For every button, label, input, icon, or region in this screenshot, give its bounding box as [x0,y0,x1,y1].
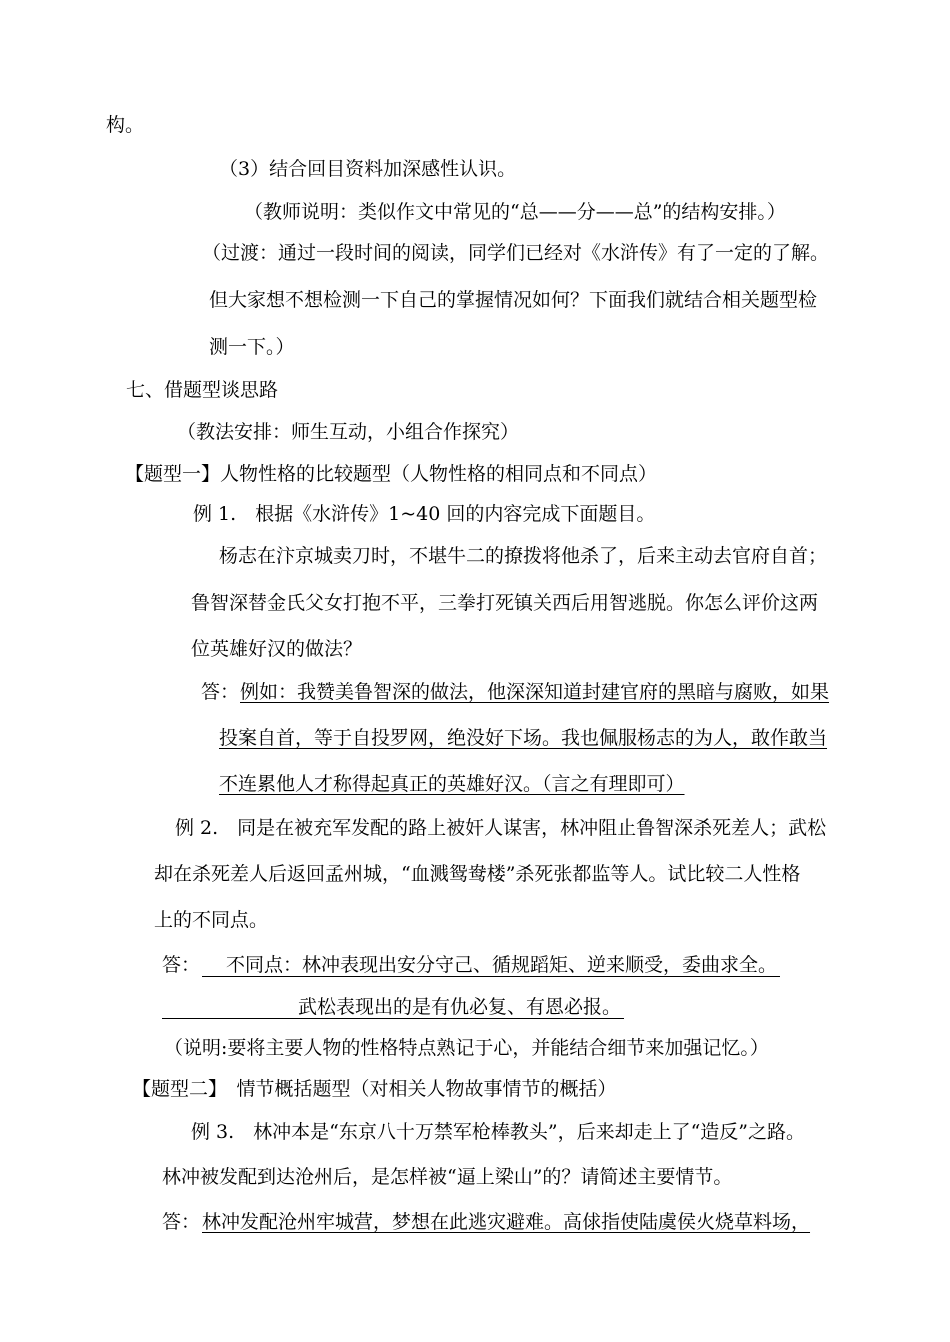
answer-text: 林冲发配沧州牢城营，梦想在此逃灾避难。高俅指使陆虞侯火烧草料场， [202,1211,811,1233]
answer-label: 答： [201,681,240,703]
answer-text: 不连累他人才称得起真正的英雄好汉。（言之有理即可） [219,773,685,795]
text-line: （3）结合回目资料加深感性认识。 [219,158,517,180]
section-heading: 七、借题型谈思路 [126,379,279,401]
answer-label: 答： [162,954,201,976]
example-text: 杨志在汴京城卖刀时，不堪牛二的撩拨将他杀了，后来主动去官府自首； [219,545,828,567]
answer-text: 武松表现出的是有仇必复、有恩必报。 [298,996,622,1018]
text-line: 构。 [106,114,145,136]
example-question: 例 2. 同是在被充军发配的路上被奸人谋害，林冲阻止鲁智深杀死差人；武松 [175,817,827,839]
method-note: （教法安排：师生互动，小组合作探究） [177,421,520,443]
example-question: 例 1. 根据《水浒传》1~40 回的内容完成下面题目。 [193,503,656,525]
explanation-note: （说明:要将主要人物的性格特点熟记于心，并能结合细节来加强记忆。） [164,1037,769,1059]
example-text: 鲁智深替金氏父女打抱不平，三拳打死镇关西后用智逃脱。你怎么评价这两 [191,592,819,614]
transition-note: 但大家想不想检测一下自己的掌握情况如何？下面我们就结合相关题型检 [209,289,818,311]
answer-text: 例如：我赞美鲁智深的做法，他深深知道封建官府的黑暗与腐败，如果 [240,681,830,703]
question-type-heading: 【题型一】人物性格的比较题型（人物性格的相同点和不同点） [125,463,658,485]
example-text: 却在杀死差人后返回孟州城，“血溅鸳鸯楼”杀死张都监等人。试比较二人性格 [154,863,801,885]
example-question: 例 3. 林冲本是“东京八十万禁军枪棒教头”，后来却走上了“造反”之路。 [191,1121,806,1143]
answer-label: 答： [162,1211,201,1233]
answer-text: 不同点：林冲表现出安分守己、循规蹈矩、逆来顺受，委曲求全。 [226,954,778,976]
example-text: 位英雄好汉的做法？ [191,638,363,660]
transition-note: （过渡：通过一段时间的阅读，同学们已经对《水浒传》有了一定的了解。 [202,242,830,264]
transition-note: 测一下。） [209,336,295,358]
question-type-heading: 【题型二】 情节概括题型（对相关人物故事情节的概括） [132,1078,617,1100]
example-text: 林冲被发配到达沧州后，是怎样被“逼上梁山”的？请简述主要情节。 [162,1166,733,1188]
example-text: 上的不同点。 [154,909,269,931]
teacher-note: （教师说明：类似作文中常见的“总——分——总”的结构安排。） [244,201,786,223]
answer-text: 投案自首，等于自投罗网，绝没好下场。我也佩服杨志的为人，敢作敢当 [219,727,828,749]
